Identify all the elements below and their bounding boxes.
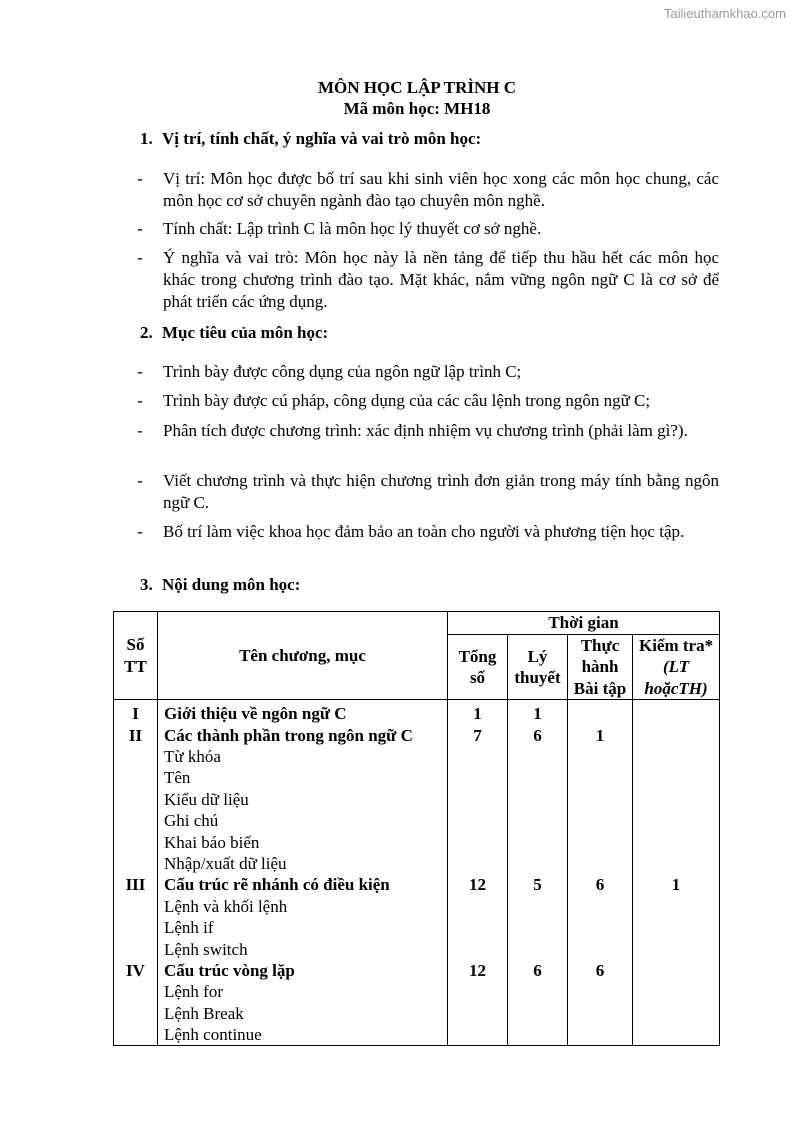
chapter-item: Khai báo biến bbox=[164, 832, 260, 852]
header-theory: Lý thuyết bbox=[508, 635, 568, 700]
dash-bullet-icon: - bbox=[137, 421, 143, 440]
chapter-item: Từ khóa bbox=[164, 747, 221, 766]
header-exam-note: (LT hoặcTH) bbox=[644, 657, 708, 698]
name-column bbox=[158, 700, 448, 1046]
section-title: Mục tiêu của môn học: bbox=[162, 323, 329, 342]
header-exam bbox=[633, 635, 720, 700]
dash-bullet-icon: - bbox=[137, 362, 143, 381]
section-heading-2 bbox=[140, 322, 328, 343]
total-column bbox=[448, 700, 508, 1046]
practice-cell: 6 bbox=[595, 960, 605, 980]
bullet-item bbox=[137, 361, 719, 383]
chapter-item: Lệnh continue bbox=[164, 1025, 262, 1045]
practice-cell: 1 bbox=[595, 725, 605, 745]
practice-cell: 6 bbox=[595, 875, 605, 895]
chapter-item: Lệnh switch bbox=[164, 939, 248, 959]
stt-cell: II bbox=[128, 725, 143, 745]
table-header-row bbox=[114, 612, 720, 635]
chapter-title: Các thành phần trong ngôn ngữ C bbox=[164, 725, 413, 745]
table-row bbox=[114, 700, 720, 1046]
exam-cell bbox=[633, 725, 719, 746]
bullet-item bbox=[137, 247, 719, 313]
total-cell: 1 bbox=[473, 704, 482, 724]
chapter-item: Lệnh for bbox=[164, 982, 224, 1002]
section-heading-3 bbox=[140, 574, 300, 595]
stt-cell: I bbox=[132, 704, 139, 724]
bullet-text: Bố trí làm việc khoa học đảm bảo an toàn cho người và phương tiện học tập. bbox=[163, 522, 685, 541]
bullet-item bbox=[137, 218, 719, 240]
header-total: Tổng số bbox=[448, 635, 508, 700]
section-title: Nội dung môn học: bbox=[162, 575, 301, 594]
theory-cell: 1 bbox=[533, 704, 542, 724]
theory-cell: 5 bbox=[533, 875, 542, 895]
dash-bullet-icon: - bbox=[137, 471, 143, 490]
exam-column bbox=[633, 700, 720, 1046]
section-title: Vị trí, tính chất, ý nghĩa và vai trò môn học: bbox=[162, 129, 482, 148]
chapter-item: Lệnh if bbox=[164, 918, 214, 938]
stt-cell: III bbox=[125, 875, 146, 895]
header-name: Tên chương, mục bbox=[158, 612, 448, 700]
bullet-text: Trình bày được cú pháp, công dụng của các câu lệnh trong ngôn ngữ C; bbox=[163, 391, 651, 410]
section-number: 2. bbox=[140, 323, 153, 342]
section-heading-1 bbox=[140, 128, 481, 149]
dash-bullet-icon: - bbox=[137, 169, 143, 188]
bullet-text: Vị trí: Môn học được bố trí sau khi sinh viên học xong các môn học chung, các môn học cơ sở chuyên ngành đào tạo chuyên môn nghề. bbox=[163, 169, 719, 210]
bullet-item bbox=[137, 168, 719, 212]
header-time: Thời gian bbox=[448, 612, 720, 635]
section-number: 1. bbox=[140, 129, 153, 148]
dash-bullet-icon: - bbox=[137, 219, 143, 238]
chapter-item: Kiểu dữ liệu bbox=[164, 789, 249, 809]
theory-cell: 6 bbox=[533, 960, 542, 980]
stt-cell: IV bbox=[126, 960, 145, 980]
bullet-item bbox=[137, 420, 719, 442]
header-stt: Số TT bbox=[114, 612, 158, 700]
exam-cell: 1 bbox=[671, 875, 681, 895]
section-number: 3. bbox=[140, 575, 153, 594]
chapter-title: Cấu trúc vòng lặp bbox=[164, 960, 295, 980]
content-table bbox=[113, 611, 720, 1046]
bullet-item bbox=[137, 390, 719, 412]
chapter-title: Giới thiệu về ngôn ngữ C bbox=[164, 704, 347, 724]
page-title: MÔN HỌC LẬP TRÌNH C bbox=[317, 78, 517, 97]
dash-bullet-icon: - bbox=[137, 522, 143, 541]
watermark: Tailieuthamkhao.com bbox=[663, 6, 786, 21]
course-code: Mã môn học: MH18 bbox=[343, 99, 491, 118]
dash-bullet-icon: - bbox=[137, 391, 143, 410]
theory-column bbox=[508, 700, 568, 1046]
chapter-item: Lệnh Break bbox=[164, 1003, 244, 1023]
chapter-item: Ghi chú bbox=[164, 811, 219, 831]
bullet-text: Tính chất: Lập trình C là môn học lý thuyết cơ sở nghề. bbox=[163, 219, 542, 238]
practice-column bbox=[568, 700, 633, 1046]
header-exam-label: Kiểm tra* bbox=[638, 636, 714, 655]
bullet-text: Phân tích được chương trình: xác định nhiệm vụ chương trình (phải làm gì?). bbox=[163, 421, 688, 440]
total-cell: 12 bbox=[469, 960, 486, 980]
chapter-item: Lệnh và khối lệnh bbox=[164, 896, 288, 916]
bullet-text: Ý nghĩa và vai trò: Môn học này là nền tảng để tiếp thu hầu hết các môn học khác trong chương trình đào tạo. Mặt khác, nắm vững ngôn ngữ C là cơ sở để phát triển các ứng dụng. bbox=[163, 248, 719, 311]
chapter-item: Tên bbox=[164, 768, 191, 788]
total-cell: 12 bbox=[469, 875, 486, 895]
dash-bullet-icon: - bbox=[137, 248, 143, 267]
theory-cell: 6 bbox=[533, 725, 542, 745]
chapter-title: Cấu trúc rẽ nhánh có điều kiện bbox=[164, 875, 390, 895]
total-cell: 7 bbox=[473, 725, 482, 745]
practice-cell bbox=[568, 703, 632, 724]
bullet-text: Viết chương trình và thực hiện chương trình đơn giản trong máy tính bằng ngôn ngữ C. bbox=[163, 471, 719, 512]
bullet-item bbox=[137, 521, 719, 543]
stt-column bbox=[114, 700, 158, 1046]
exam-cell bbox=[633, 960, 719, 981]
header-practice: Thực hành Bài tập bbox=[568, 635, 633, 700]
bullet-item bbox=[137, 470, 719, 514]
bullet-text: Trình bày được công dụng của ngôn ngữ lập trình C; bbox=[163, 362, 522, 381]
chapter-item: Nhập/xuất dữ liệu bbox=[164, 853, 287, 873]
exam-cell bbox=[633, 703, 719, 724]
